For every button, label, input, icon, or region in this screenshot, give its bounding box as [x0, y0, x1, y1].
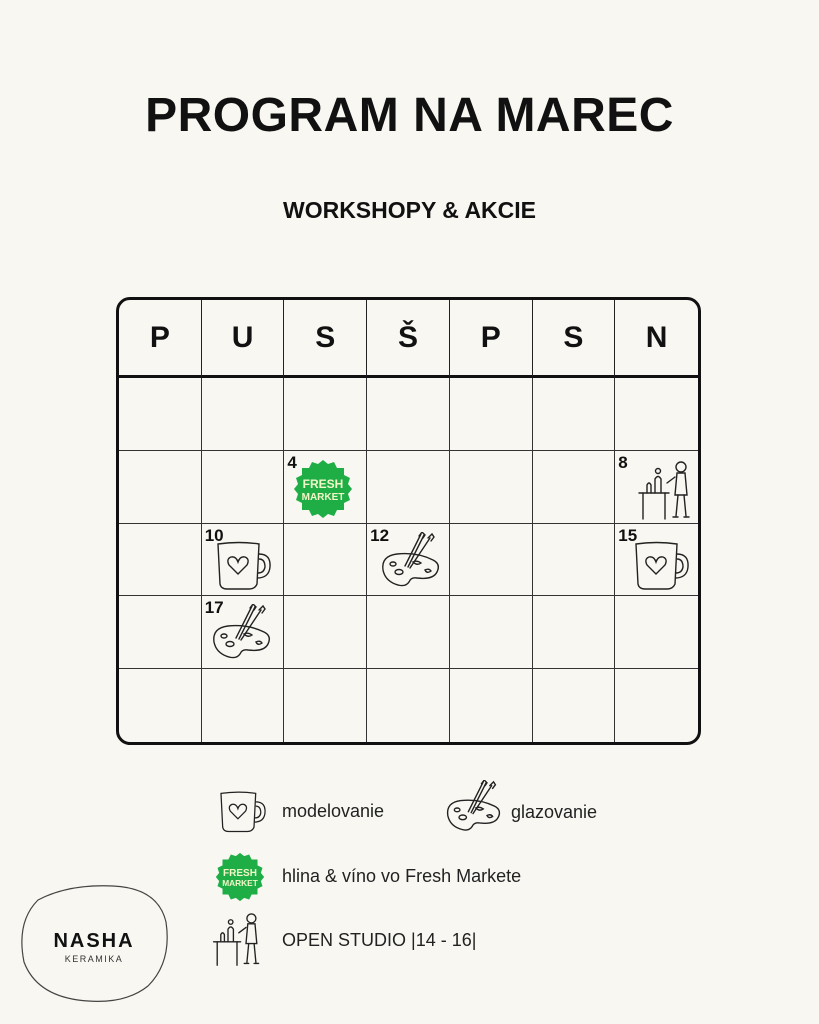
calendar-cell	[615, 596, 698, 669]
weekday-header-thursday: Š	[367, 300, 450, 378]
calendar-cell-event-17	[202, 596, 285, 669]
calendar-cell	[367, 669, 450, 742]
calendar-cell	[615, 378, 698, 451]
weekday-header-saturday: S	[533, 300, 616, 378]
calendar-cell	[533, 451, 616, 524]
weekday-header-friday: P	[450, 300, 533, 378]
legend-glazovanie: glazovanie	[511, 802, 598, 822]
legend-open-studio-icon	[210, 913, 264, 967]
palette-icon	[377, 532, 443, 592]
calendar-cell	[533, 669, 616, 742]
calendar-cell	[119, 524, 202, 597]
badge-line1: FRESH	[303, 476, 344, 491]
calendar	[116, 297, 701, 745]
legend-modelovanie: modelovanie	[282, 801, 385, 821]
weekday-header-monday: P	[119, 300, 202, 378]
calendar-cell	[450, 596, 533, 669]
calendar-cell	[533, 596, 616, 669]
day-number: 4	[287, 452, 297, 472]
page-subtitle: WORKSHOPY & AKCIE	[282, 197, 537, 223]
calendar-cell	[284, 596, 367, 669]
weekday-header-tuesday: U	[202, 300, 285, 378]
logo-name: NASHA	[53, 930, 135, 952]
calendar-cell	[367, 378, 450, 451]
calendar-cell	[367, 596, 450, 669]
day-number: 8	[618, 452, 628, 472]
calendar-cell	[119, 451, 202, 524]
calendar-cell	[533, 378, 616, 451]
calendar-cell-event-12	[367, 524, 450, 597]
open-studio-icon	[635, 461, 695, 521]
day-number: 15	[618, 525, 638, 545]
calendar-cell	[202, 451, 285, 524]
calendar-cell	[450, 669, 533, 742]
calendar-cell	[202, 378, 285, 451]
page-title: PROGRAM NA MAREC	[145, 89, 674, 142]
calendar-cell	[284, 669, 367, 742]
calendar-cell	[450, 451, 533, 524]
calendar-cell	[119, 378, 202, 451]
calendar-cell-event-15	[615, 524, 698, 597]
palette-icon	[208, 604, 274, 664]
mug-icon	[215, 540, 273, 592]
legend-palette-icon	[442, 780, 504, 836]
fresh-market-badge-icon	[293, 459, 353, 519]
day-number: 12	[370, 525, 390, 545]
calendar-cell-event-10	[202, 524, 285, 597]
legend-badge-line1: FRESH	[223, 868, 257, 880]
calendar-cell	[450, 378, 533, 451]
calendar-cell	[119, 669, 202, 742]
calendar-cell	[119, 596, 202, 669]
calendar-cell	[615, 669, 698, 742]
legend-badge-line2: MARKET	[222, 878, 258, 889]
calendar-cell	[284, 378, 367, 451]
calendar-cell	[450, 524, 533, 597]
logo-subtitle: KERAMIKA	[64, 954, 124, 964]
calendar-cell-event-8	[615, 451, 698, 524]
weekday-header-wednesday: S	[284, 300, 367, 378]
calendar-cell	[367, 451, 450, 524]
day-number: 10	[204, 525, 224, 545]
calendar-cell	[284, 524, 367, 597]
legend-open-studio: OPEN STUDIO |14 - 16|	[282, 930, 477, 950]
calendar-cell	[202, 669, 285, 742]
day-number: 17	[204, 598, 224, 618]
legend-mug-icon	[218, 790, 268, 834]
weekday-header-sunday: N	[615, 300, 698, 378]
mug-icon	[633, 540, 691, 592]
calendar-cell	[533, 524, 616, 597]
calendar-cell-event-4	[284, 451, 367, 524]
badge-line2: MARKET	[302, 491, 345, 503]
legend-fresh-market: hlina & víno vo Fresh Markete	[282, 866, 522, 886]
legend-fresh-market-badge-icon	[215, 852, 265, 902]
